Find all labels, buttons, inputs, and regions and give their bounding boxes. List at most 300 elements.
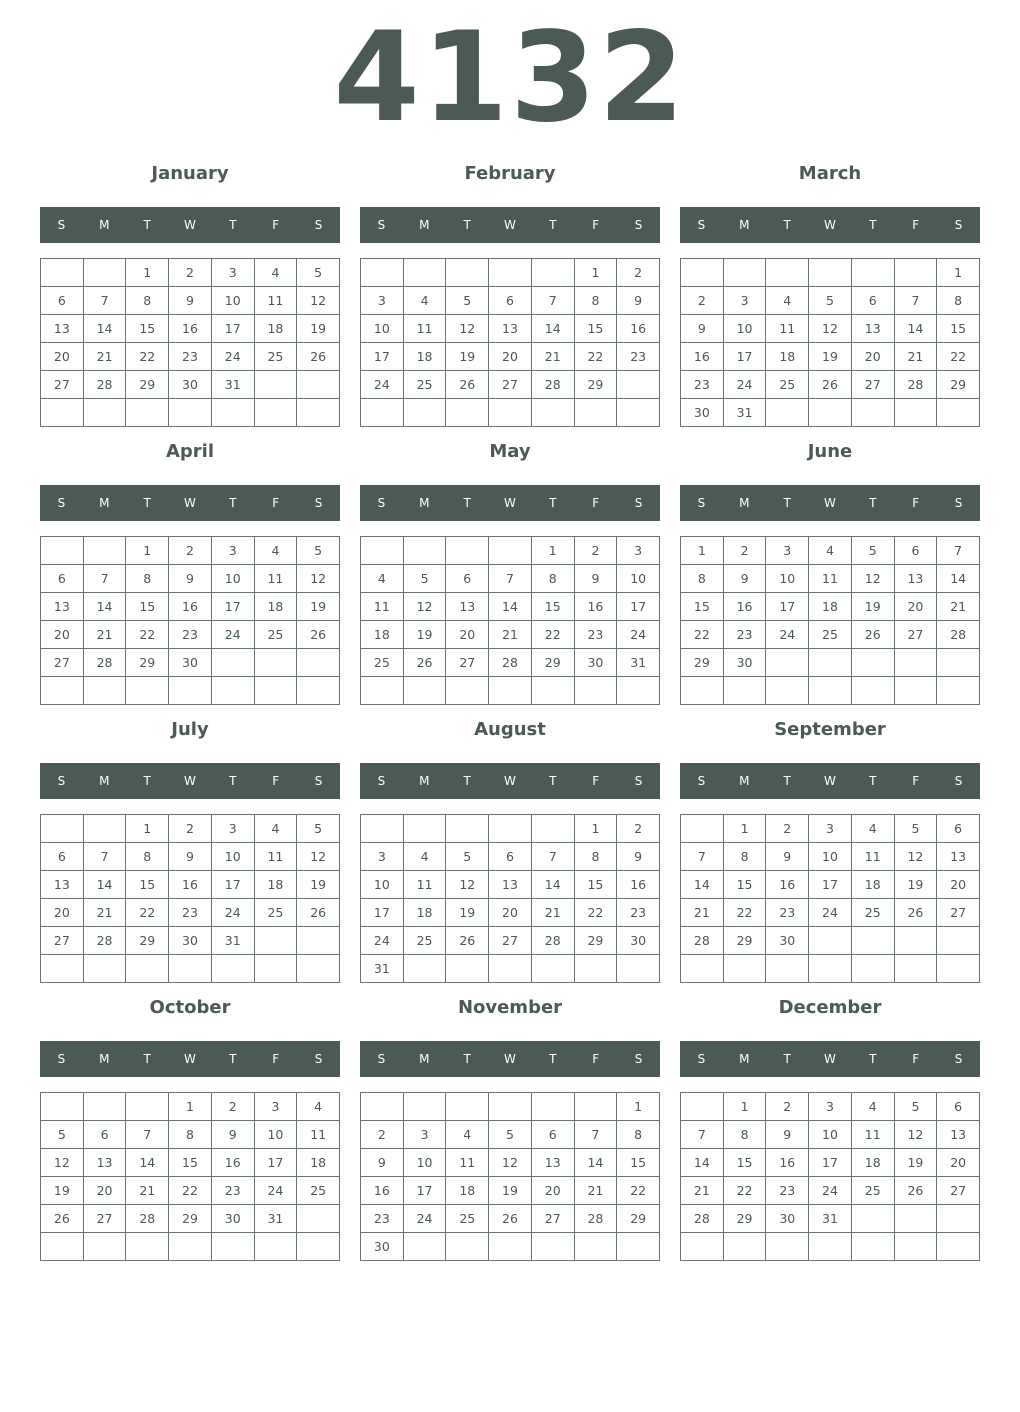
day-cell: 29 [126,649,169,677]
day-cell: 28 [681,927,724,955]
month-name: April [165,441,215,462]
day-cell: 9 [724,565,767,593]
empty-day-cell [766,955,809,983]
day-cell: 31 [809,1205,852,1233]
day-cell: 2 [724,537,767,565]
day-cell: 17 [212,871,255,899]
day-cell: 14 [937,565,980,593]
day-grid [360,1092,660,1261]
day-cell: 29 [126,371,169,399]
day-cell: 13 [852,315,895,343]
weekday-label: T [549,218,557,232]
day-cell: 12 [809,315,852,343]
weekday-label: F [272,1052,280,1066]
year-title: 4132 [333,6,687,150]
day-cell: 25 [809,621,852,649]
day-cell: 3 [809,815,852,843]
empty-day-cell [446,537,489,565]
empty-day-cell [489,259,532,287]
day-cell: 11 [766,315,809,343]
day-cell: 1 [681,537,724,565]
day-cell: 29 [126,927,169,955]
day-cell: 16 [169,593,212,621]
day-cell: 4 [255,815,298,843]
day-cell: 2 [617,259,660,287]
empty-day-cell [809,399,852,427]
day-cell: 17 [255,1149,298,1177]
empty-day-cell [297,955,340,983]
empty-day-cell [937,399,980,427]
day-cell: 5 [297,815,340,843]
day-cell: 6 [489,843,532,871]
day-cell: 19 [489,1177,532,1205]
month-october [40,992,340,1270]
day-cell: 20 [937,871,980,899]
day-cell: 7 [575,1121,618,1149]
day-cell: 22 [575,899,618,927]
empty-day-cell [895,677,938,705]
day-cell: 13 [41,871,84,899]
day-cell: 11 [404,315,447,343]
empty-day-cell [809,649,852,677]
weekday-label: W [504,774,516,788]
weekday-label: T [229,774,237,788]
weekday-header [360,1041,660,1077]
month-may [360,436,660,714]
day-cell: 7 [489,565,532,593]
day-cell: 9 [212,1121,255,1149]
empty-day-cell [126,677,169,705]
day-cell: 1 [532,537,575,565]
day-cell: 7 [532,287,575,315]
weekday-label: T [783,496,791,510]
empty-day-cell [41,399,84,427]
day-cell: 11 [404,871,447,899]
day-cell: 19 [895,1149,938,1177]
day-cell: 26 [446,927,489,955]
day-cell: 26 [895,899,938,927]
empty-day-cell [681,259,724,287]
day-cell: 19 [404,621,447,649]
empty-day-cell [41,815,84,843]
day-cell: 5 [895,1093,938,1121]
empty-day-cell [937,649,980,677]
empty-day-cell [575,1233,618,1261]
empty-day-cell [84,955,127,983]
weekday-label: T [463,1052,471,1066]
empty-day-cell [617,399,660,427]
day-cell: 7 [532,843,575,871]
weekday-label: S [697,774,706,788]
weekday-label: T [229,496,237,510]
day-cell: 22 [724,899,767,927]
day-cell: 1 [617,1093,660,1121]
month-name: November [457,997,563,1018]
day-cell: 24 [255,1177,298,1205]
day-cell: 4 [255,537,298,565]
day-grid [40,258,340,427]
weekday-label: M [419,774,430,788]
empty-day-cell [41,677,84,705]
empty-day-cell [681,955,724,983]
day-cell: 25 [404,371,447,399]
day-cell: 8 [575,843,618,871]
day-cell: 1 [575,259,618,287]
day-cell: 15 [532,593,575,621]
day-cell: 19 [809,343,852,371]
day-cell: 19 [41,1177,84,1205]
empty-day-cell [446,1233,489,1261]
day-cell: 27 [41,927,84,955]
day-cell: 9 [361,1149,404,1177]
day-cell: 15 [575,315,618,343]
empty-day-cell [575,677,618,705]
weekday-label: S [954,1052,963,1066]
day-cell: 6 [489,287,532,315]
day-cell: 13 [84,1149,127,1177]
day-cell: 17 [809,871,852,899]
weekday-label: T [783,1052,791,1066]
empty-day-cell [852,955,895,983]
empty-day-cell [617,371,660,399]
day-cell: 15 [937,315,980,343]
day-cell: 12 [297,565,340,593]
day-cell: 31 [617,649,660,677]
day-cell: 19 [297,593,340,621]
empty-day-cell [724,1233,767,1261]
day-cell: 3 [766,537,809,565]
empty-day-cell [489,677,532,705]
day-cell: 11 [255,287,298,315]
weekday-label: S [314,218,323,232]
empty-day-cell [724,259,767,287]
month-name: January [151,163,229,184]
day-cell: 2 [169,259,212,287]
day-cell: 25 [852,1177,895,1205]
day-cell: 13 [446,593,489,621]
day-cell: 20 [489,899,532,927]
day-cell: 8 [724,1121,767,1149]
empty-day-cell [575,955,618,983]
empty-day-cell [169,1233,212,1261]
day-cell: 26 [489,1205,532,1233]
day-cell: 10 [212,565,255,593]
day-cell: 25 [766,371,809,399]
empty-day-cell [446,1093,489,1121]
day-cell: 26 [809,371,852,399]
empty-day-cell [84,259,127,287]
day-cell: 6 [41,565,84,593]
day-grid [680,814,980,983]
day-cell: 18 [809,593,852,621]
day-cell: 16 [575,593,618,621]
day-cell: 7 [937,537,980,565]
day-cell: 17 [404,1177,447,1205]
weekday-label: T [143,218,151,232]
empty-day-cell [297,649,340,677]
weekday-header [40,485,340,521]
day-cell: 8 [126,287,169,315]
day-cell: 12 [489,1149,532,1177]
day-cell: 16 [766,871,809,899]
day-cell: 2 [361,1121,404,1149]
day-cell: 10 [361,871,404,899]
day-cell: 18 [404,899,447,927]
empty-day-cell [297,677,340,705]
empty-day-cell [895,955,938,983]
day-cell: 23 [681,371,724,399]
day-cell: 19 [446,899,489,927]
day-cell: 19 [895,871,938,899]
day-cell: 12 [41,1149,84,1177]
day-cell: 21 [681,899,724,927]
empty-day-cell [297,927,340,955]
day-cell: 3 [724,287,767,315]
weekday-label: F [912,774,920,788]
day-cell: 25 [255,899,298,927]
empty-day-cell [617,1233,660,1261]
empty-day-cell [489,955,532,983]
weekday-header [360,763,660,799]
day-cell: 22 [532,621,575,649]
day-cell: 3 [212,259,255,287]
weekday-label: W [504,1052,516,1066]
empty-day-cell [126,399,169,427]
day-cell: 16 [169,315,212,343]
day-cell: 10 [404,1149,447,1177]
day-cell: 24 [212,343,255,371]
day-cell: 4 [852,1093,895,1121]
day-cell: 6 [84,1121,127,1149]
day-cell: 12 [404,593,447,621]
empty-day-cell [852,1233,895,1261]
day-cell: 18 [255,315,298,343]
weekday-label: F [592,496,600,510]
day-cell: 21 [532,343,575,371]
day-cell: 28 [489,649,532,677]
month-name: October [149,997,231,1018]
empty-day-cell [41,537,84,565]
empty-day-cell [84,399,127,427]
day-cell: 5 [446,287,489,315]
day-cell: 26 [297,343,340,371]
weekday-label: S [954,218,963,232]
month-january [40,158,340,436]
empty-day-cell [255,927,298,955]
empty-day-cell [212,955,255,983]
weekday-label: M [419,218,430,232]
day-cell: 24 [617,621,660,649]
day-cell: 24 [766,621,809,649]
day-cell: 22 [126,343,169,371]
day-cell: 27 [937,899,980,927]
weekday-label: S [57,1052,66,1066]
empty-day-cell [255,677,298,705]
day-cell: 4 [404,287,447,315]
weekday-label: T [869,1052,877,1066]
day-cell: 6 [895,537,938,565]
month-name: March [798,163,862,184]
day-cell: 11 [361,593,404,621]
weekday-label: W [504,218,516,232]
weekday-label: S [314,496,323,510]
day-cell: 10 [724,315,767,343]
day-cell: 22 [126,899,169,927]
day-cell: 15 [169,1149,212,1177]
empty-day-cell [84,537,127,565]
empty-day-cell [41,1233,84,1261]
empty-day-cell [255,371,298,399]
day-cell: 24 [361,371,404,399]
day-cell: 1 [126,259,169,287]
day-cell: 14 [84,871,127,899]
day-cell: 25 [255,621,298,649]
empty-day-cell [489,1233,532,1261]
day-cell: 10 [212,287,255,315]
empty-day-cell [212,1233,255,1261]
day-cell: 6 [446,565,489,593]
day-cell: 14 [84,593,127,621]
day-cell: 30 [617,927,660,955]
weekday-label: W [824,1052,836,1066]
empty-day-cell [766,399,809,427]
empty-day-cell [895,259,938,287]
day-cell: 18 [297,1149,340,1177]
day-cell: 25 [361,649,404,677]
day-cell: 1 [169,1093,212,1121]
day-grid [360,814,660,983]
empty-day-cell [361,399,404,427]
empty-day-cell [895,927,938,955]
day-cell: 13 [489,315,532,343]
empty-day-cell [212,677,255,705]
day-cell: 27 [41,649,84,677]
empty-day-cell [361,815,404,843]
day-cell: 18 [766,343,809,371]
empty-day-cell [84,1233,127,1261]
day-cell: 26 [41,1205,84,1233]
day-cell: 3 [404,1121,447,1149]
day-cell: 29 [937,371,980,399]
weekday-label: S [954,496,963,510]
empty-day-cell [404,537,447,565]
day-cell: 27 [41,371,84,399]
day-cell: 13 [41,315,84,343]
empty-day-cell [766,649,809,677]
day-cell: 29 [724,927,767,955]
day-cell: 22 [681,621,724,649]
day-cell: 9 [766,843,809,871]
day-cell: 2 [617,815,660,843]
day-cell: 7 [681,843,724,871]
weekday-header [360,207,660,243]
day-cell: 3 [617,537,660,565]
day-cell: 30 [169,649,212,677]
weekday-label: T [143,496,151,510]
empty-day-cell [126,955,169,983]
day-cell: 27 [446,649,489,677]
day-grid [360,258,660,427]
day-cell: 13 [937,843,980,871]
day-cell: 8 [126,843,169,871]
day-cell: 8 [681,565,724,593]
day-cell: 8 [575,287,618,315]
day-cell: 11 [852,1121,895,1149]
empty-day-cell [126,1093,169,1121]
day-cell: 17 [361,343,404,371]
weekday-label: W [184,774,196,788]
empty-day-cell [404,259,447,287]
day-cell: 7 [84,287,127,315]
day-cell: 9 [681,315,724,343]
day-cell: 9 [766,1121,809,1149]
day-cell: 23 [361,1205,404,1233]
day-cell: 22 [937,343,980,371]
month-name: September [774,719,886,740]
day-cell: 3 [361,843,404,871]
day-cell: 24 [212,621,255,649]
empty-day-cell [169,399,212,427]
day-cell: 21 [84,343,127,371]
day-cell: 11 [852,843,895,871]
day-cell: 24 [809,1177,852,1205]
day-cell: 11 [809,565,852,593]
day-cell: 26 [895,1177,938,1205]
empty-day-cell [766,259,809,287]
empty-day-cell [895,399,938,427]
day-cell: 7 [895,287,938,315]
day-cell: 17 [361,899,404,927]
empty-day-cell [895,649,938,677]
weekday-label: F [272,218,280,232]
month-name: June [807,441,853,462]
day-cell: 31 [212,371,255,399]
day-cell: 20 [446,621,489,649]
day-cell: 1 [575,815,618,843]
empty-day-cell [532,815,575,843]
day-cell: 4 [404,843,447,871]
day-cell: 15 [724,871,767,899]
day-cell: 6 [937,815,980,843]
day-cell: 2 [169,537,212,565]
empty-day-cell [41,1093,84,1121]
weekday-label: M [739,774,750,788]
day-cell: 20 [489,343,532,371]
day-cell: 3 [212,537,255,565]
empty-day-cell [446,815,489,843]
empty-day-cell [724,955,767,983]
day-cell: 14 [489,593,532,621]
empty-day-cell [126,1233,169,1261]
weekday-label: M [739,496,750,510]
day-cell: 8 [937,287,980,315]
month-april [40,436,340,714]
day-cell: 23 [212,1177,255,1205]
day-cell: 5 [297,259,340,287]
day-cell: 21 [489,621,532,649]
weekday-label: T [229,218,237,232]
weekday-label: S [377,1052,386,1066]
empty-day-cell [809,259,852,287]
day-cell: 25 [852,899,895,927]
day-cell: 18 [361,621,404,649]
day-cell: 22 [126,621,169,649]
weekday-label: M [419,1052,430,1066]
day-cell: 25 [255,343,298,371]
day-cell: 6 [41,843,84,871]
day-cell: 21 [126,1177,169,1205]
empty-day-cell [255,955,298,983]
